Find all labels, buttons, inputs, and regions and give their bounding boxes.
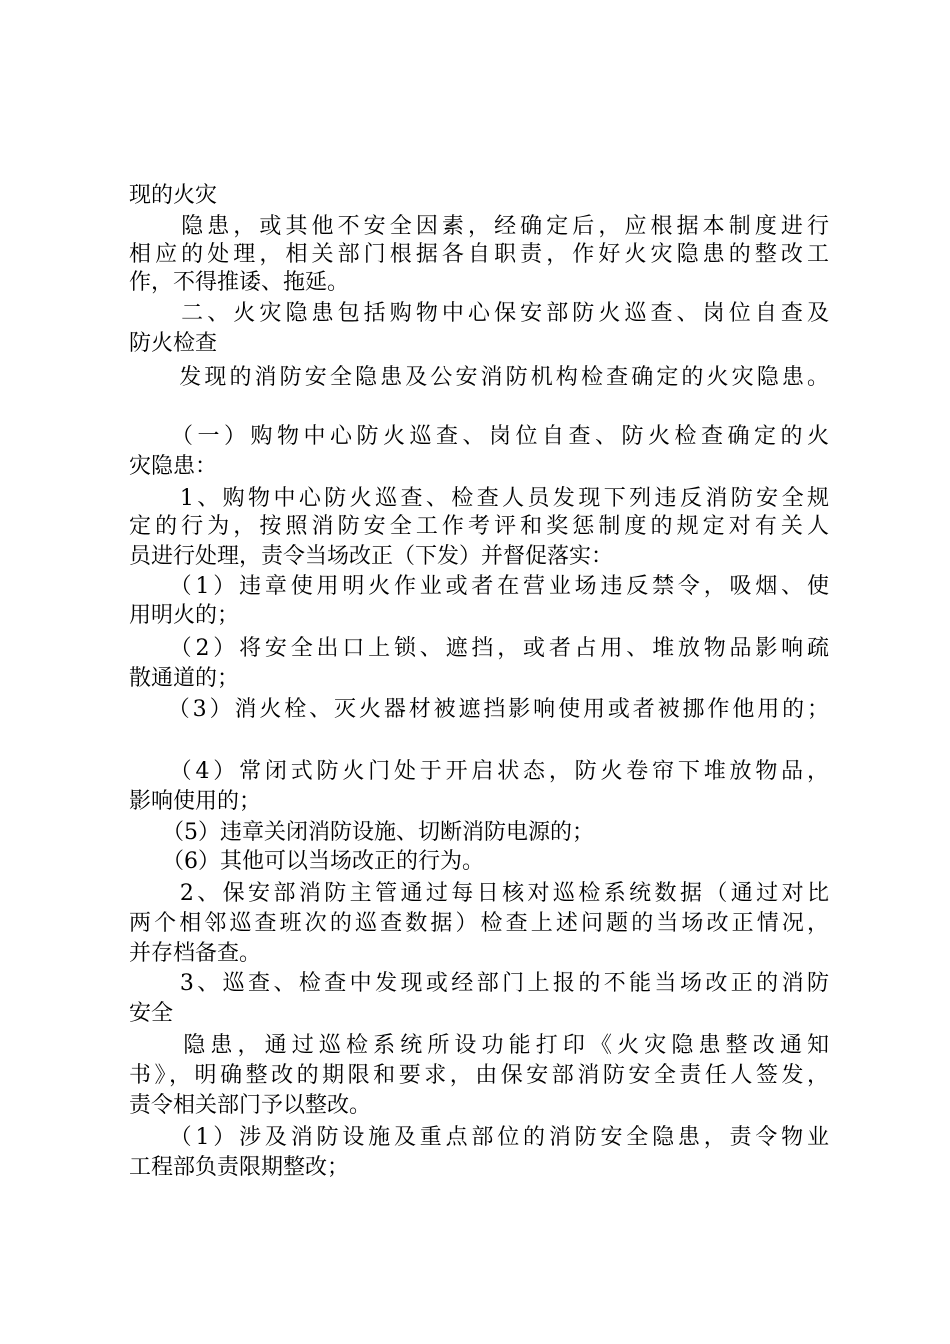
text-line: 用明火的；	[129, 603, 240, 628]
text-line: 并存档备查。	[129, 941, 262, 966]
text-line: （6）其他可以当场改正的行为。	[129, 849, 484, 874]
text-line: 作，不得推诿、拖延。	[129, 270, 350, 295]
text-line: （一）购物中心防火巡查、岗位自查、防火检查确定的火	[129, 424, 829, 449]
text-line: 工程部负责限期整改；	[129, 1155, 350, 1180]
text-line: 防火检查	[129, 331, 218, 356]
text-line: 灾隐患：	[129, 454, 218, 479]
text-line: 定的行为，按照消防安全工作考评和奖惩制度的规定对有关人	[129, 514, 829, 539]
text-line: 现的火灾	[129, 183, 218, 208]
text-line: 散通道的；	[129, 666, 240, 691]
text-line: 影响使用的；	[129, 789, 262, 814]
text-line: 二、火灾隐患包括购物中心保安部防火巡查、岗位自查及	[129, 301, 829, 326]
text-line: 发现的消防安全隐患及公安消防机构检查确定的火灾隐患。	[129, 365, 829, 390]
text-line: 隐患，通过巡检系统所设功能打印《火灾隐患整改通知	[129, 1033, 829, 1058]
text-line: （4）常闭式防火门处于开启状态，防火卷帘下堆放物品，	[129, 759, 829, 784]
text-line: 两个相邻巡查班次的巡查数据）检查上述问题的当场改正情况，	[129, 911, 829, 936]
text-line: （1）违章使用明火作业或者在营业场违反禁令，吸烟、使	[129, 574, 829, 599]
text-line: 相应的处理，相关部门根据各自职责，作好火灾隐患的整改工	[129, 242, 829, 267]
text-line: （5）违章关闭消防设施、切断消防电源的；	[129, 820, 594, 845]
text-line: 责令相关部门予以整改。	[129, 1093, 372, 1118]
text-line: 3、巡查、检查中发现或经部门上报的不能当场改正的消防	[129, 971, 829, 996]
text-line: 员进行处理，责令当场改正（下发）并督促落实：	[129, 544, 614, 569]
text-line: 2、保安部消防主管通过每日核对巡检系统数据（通过对比	[129, 881, 829, 906]
text-line: （2）将安全出口上锁、遮挡，或者占用、堆放物品影响疏	[129, 636, 829, 661]
text-line: 书》，明确整改的期限和要求，由保安部消防安全责任人签发，	[129, 1063, 829, 1088]
text-line: 安全	[129, 1001, 174, 1026]
text-line: 1、购物中心防火巡查、检查人员发现下列违反消防安全规	[129, 486, 829, 511]
text-line: 隐患，或其他不安全因素，经确定后，应根据本制度进行	[129, 214, 829, 239]
text-line: （3）消火栓、灭火器材被遮挡影响使用或者被挪作他用的；	[129, 697, 829, 722]
text-line: （1）涉及消防设施及重点部位的消防安全隐患，责令物业	[129, 1125, 829, 1150]
